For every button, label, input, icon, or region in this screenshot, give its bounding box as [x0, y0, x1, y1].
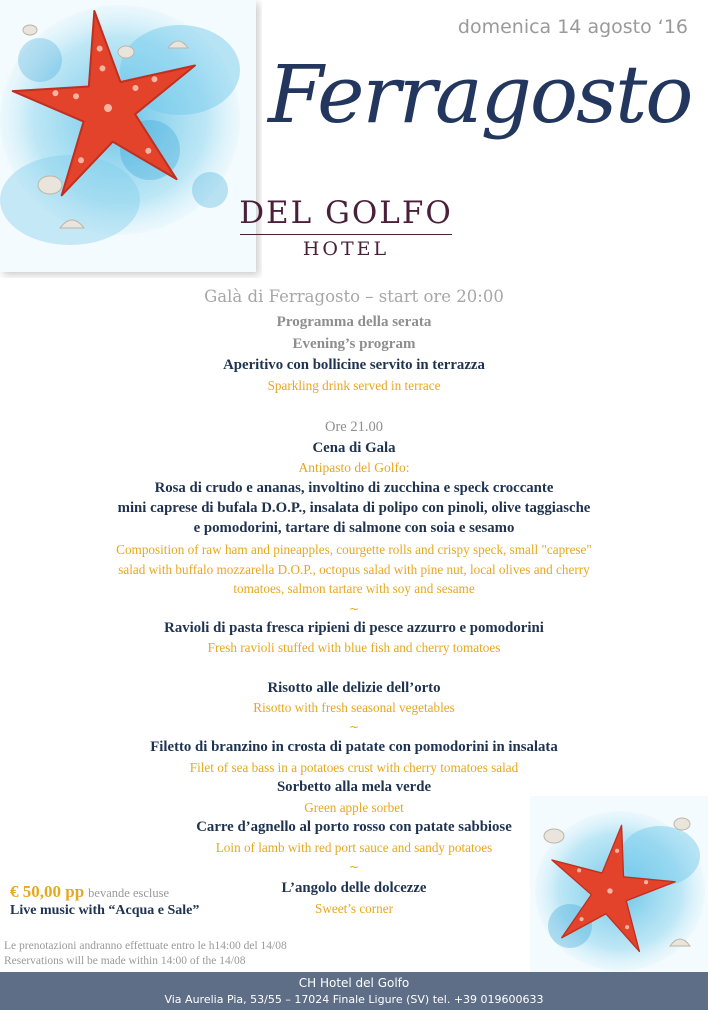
course-separator: ~: [348, 860, 360, 874]
aperitivo-en: Sparkling drink served in terrace: [267, 378, 441, 393]
footer-hotel-name: CH Hotel del Golfo: [298, 976, 410, 990]
course-separator: ~: [348, 602, 360, 616]
dolci-en: Sweet’s corner: [315, 901, 393, 916]
agnello-it: Carre d’agnello al porto rosso con patate sabbiose: [196, 819, 512, 835]
page-title: Ferragosto: [268, 48, 692, 141]
footer-address: Via Aurelia Pia, 53/55 – 17024 Finale Ligure (SV) tel. +39 019600633: [164, 993, 544, 1006]
sorbetto-en: Green apple sorbet: [304, 800, 404, 815]
sorbetto-it: Sorbetto alla mela verde: [276, 779, 432, 795]
aperitivo-it: Aperitivo con bollicine servito in terrazza: [223, 357, 485, 373]
program-heading-en: Evening’s program: [292, 336, 416, 352]
antipasto-it-line-1: Rosa di crudo e ananas, involtino di zucchina e speck croccante: [154, 480, 554, 496]
antipasto-it-line-2: mini caprese di bufala D.O.P., insalata di polipo con pinoli, olive taggiasche: [117, 500, 591, 516]
dinner-time: Ore 21.00: [325, 419, 383, 435]
dolci-it: L’angolo delle dolcezze: [281, 880, 427, 896]
starfish-illustration-top-left: [0, 0, 262, 278]
program-heading-it: Programma della serata: [276, 314, 432, 330]
reservation-note-en: Reservations will be made within 14:00 of the 14/08: [4, 955, 246, 967]
reservation-note-it: Le prenotazioni andranno effettuate entro le h14:00 del 14/08: [4, 940, 287, 952]
antipasto-en-line-2: salad with buffalo mozzarella D.O.P., octopus salad with pine nut, local olives and cherry: [118, 562, 590, 577]
branzino-en: Filet of sea bass in a potatoes crust with cherry tomatoes salad: [189, 760, 519, 775]
ravioli-en: Fresh ravioli stuffed with blue fish and cherry tomatoes: [207, 640, 501, 655]
logo-name-bottom: HOTEL: [302, 238, 390, 260]
logo-name-top: DEL GOLFO: [239, 195, 453, 231]
footer-bar: [0, 972, 708, 1010]
risotto-en: Risotto with fresh seasonal vegetables: [253, 700, 455, 715]
live-music: Live music with “Acqua e Sale”: [10, 903, 200, 918]
risotto-it: Risotto alle delizie dell’orto: [267, 680, 441, 696]
antipasto-it-line-3: e pomodorini, tartare di salmone con soia e sesamo: [193, 520, 515, 536]
event-date: domenica 14 agosto ‘16: [457, 16, 688, 38]
antipasto-en-line-1: Composition of raw ham and pineapples, courgette rolls and crispy speck, small "caprese": [116, 542, 592, 557]
hotel-logo: [234, 193, 458, 267]
gala-heading: Galà di Ferragosto – start ore 20:00: [204, 287, 504, 306]
gala-dinner-heading: Cena di Gala: [312, 440, 396, 456]
antipasto-heading: Antipasto del Golfo:: [298, 460, 410, 475]
agnello-en: Loin of lamb with red port sauce and sandy potatoes: [215, 840, 493, 855]
branzino-it: Filetto di branzino in crosta di patate con pomodorini in insalata: [150, 739, 558, 755]
price-info: [10, 882, 169, 902]
course-separator: ~: [348, 720, 360, 734]
logo-divider: [240, 234, 452, 235]
antipasto-en-line-3: tomatoes, salmon tartare with soy and sesame: [233, 581, 475, 596]
ravioli-it: Ravioli di pasta fresca ripieni di pesce azzurro e pomodorini: [164, 620, 544, 636]
price-note: bevande escluse: [88, 886, 170, 900]
price-amount: € 50,00 pp: [10, 882, 85, 901]
